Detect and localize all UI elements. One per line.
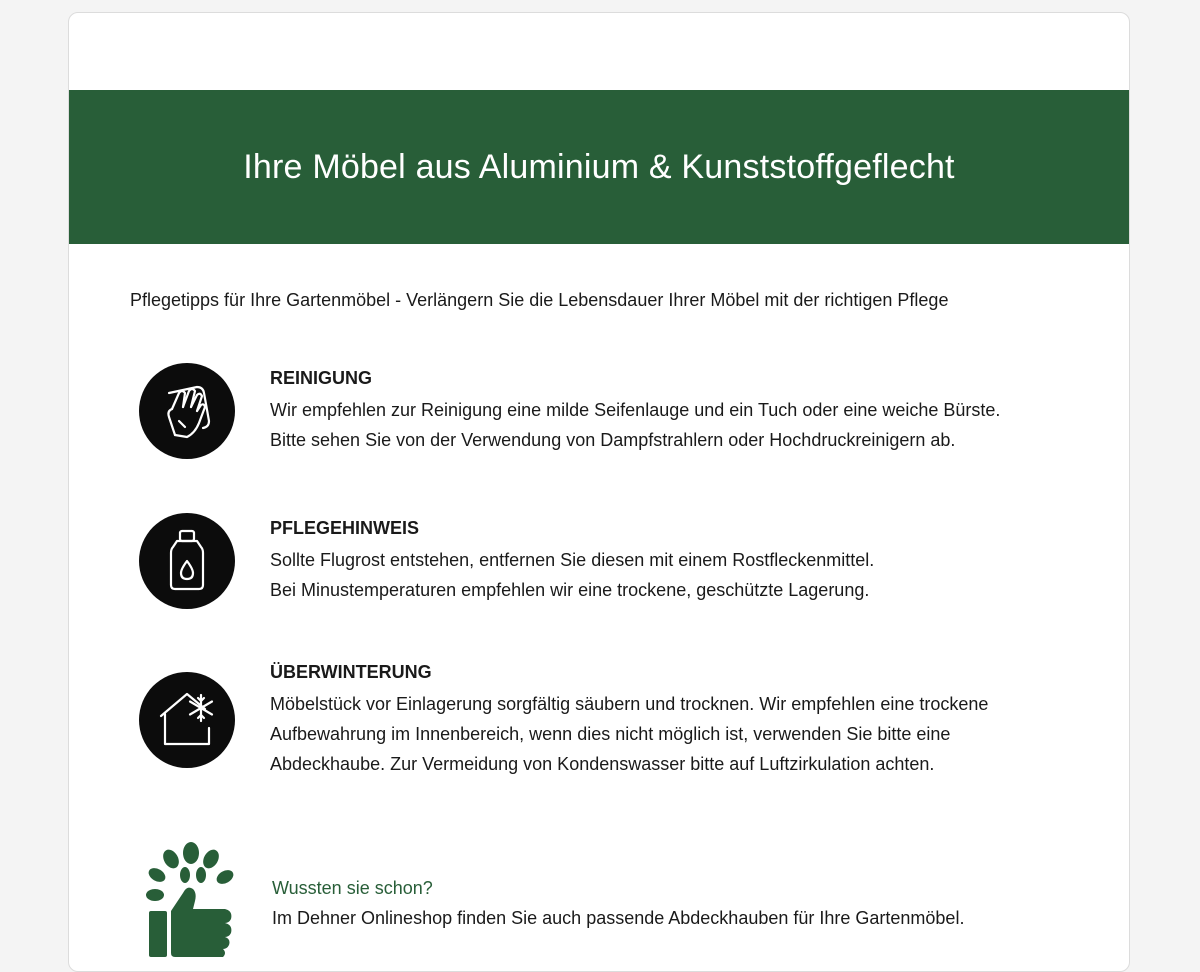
section-line: Aufbewahrung im Innenbereich, wenn dies nicht möglich ist, verwenden Sie bitte eine [270,724,951,744]
did-you-know-box [141,841,1101,971]
banner-title: Ihre Möbel aus Aluminium & Kunststoffgeflecht [243,147,955,186]
section-line: Bitte sehen Sie von der Verwendung von Dampfstrahlern oder Hochdruckreinigern ab. [270,430,956,450]
product-care-card [68,12,1130,972]
section-line: Wir empfehlen zur Reinigung eine milde Seifenlauge und ein Tuch oder eine weiche Bürste. [270,400,1001,420]
intro-text: Pflegetipps für Ihre Gartenmöbel - Verlängern Sie die Lebensdauer Ihrer Möbel mit der richtigen Pflege [130,290,949,310]
care-bottle-icon [139,513,235,609]
section-heading: PFLEGEHINWEIS [270,518,420,538]
section-line: Abdeckhaube. Zur Vermeidung von Kondenswasser bitte auf Luftzirkulation achten. [270,754,935,774]
section-heading: ÜBERWINTERUNG [270,662,432,682]
tip-text [272,873,964,933]
section-text [270,657,1100,779]
house-snowflake-icon [139,672,235,768]
hand-wiping-cloth-icon [139,363,235,459]
tip-body: Im Dehner Onlineshop finden Sie auch passende Abdeckhauben für Ihre Gartenmöbel. [272,908,965,928]
section-heading: REINIGUNG [270,368,373,388]
title-banner [69,90,1129,244]
section-line: Sollte Flugrost entstehen, entfernen Sie diesen mit einem Rostfleckenmittel. [270,550,875,570]
section-text [270,363,1100,455]
thumbs-up-tree-icon [141,841,241,957]
section-line: Möbelstück vor Einlagerung sorgfältig säubern und trocknen. Wir empfehlen eine trockene [270,694,989,714]
tip-title: Wussten sie schon? [272,878,433,898]
section-line: Bei Minustemperaturen empfehlen wir eine trockene, geschützte Lagerung. [270,580,870,600]
section-text [270,513,1100,605]
